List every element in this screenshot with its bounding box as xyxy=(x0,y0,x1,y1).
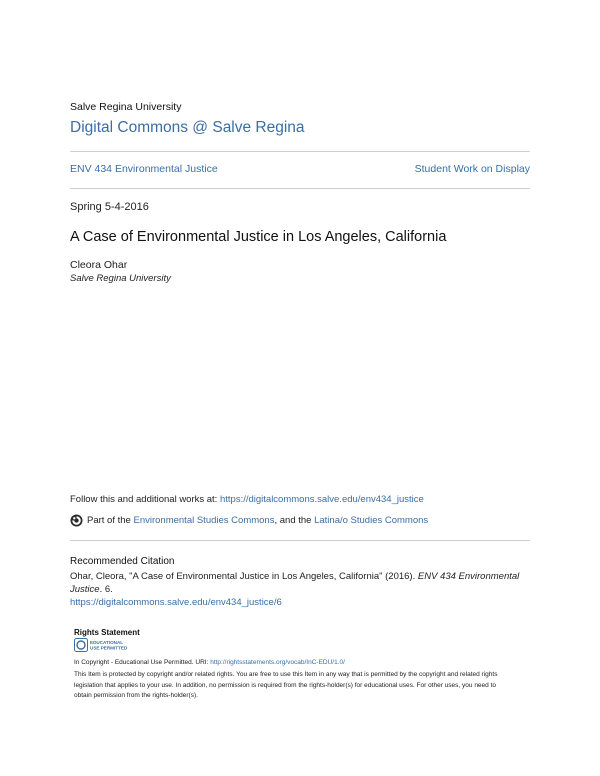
paper-title: A Case of Environmental Justice in Los Angeles, California xyxy=(70,229,447,245)
category-link[interactable]: Student Work on Display xyxy=(414,163,530,175)
citation-journal: ENV 434 Environmental Justice xyxy=(70,571,520,595)
follow-line xyxy=(70,494,424,505)
part-of-prefix: Part of the xyxy=(87,515,131,526)
divider xyxy=(70,540,530,541)
rights-uri-prefix: In Copyright - Educational Use Permitted. URI: xyxy=(74,659,211,666)
rights-paragraph: This Item is protected by copyright and/or related rights. You are free to use this Item in any way that is permitted by the copyright and related rights legislation that applies to your use. In addition, no permission is required from the rights-holder(s) for educational uses. For other uses, you need to obtain permission from the rights-holder(s). xyxy=(74,671,498,699)
citation-body: Ohar, Cleora, "A Case of Environmental Justice in Los Angeles, California" (2016). xyxy=(70,571,418,582)
author-name: Cleora Ohar xyxy=(70,259,128,271)
rights-uri-link[interactable]: http://rightsstatements.org/vocab/InC-EDU/1.0/ xyxy=(210,659,345,666)
author-affiliation: Salve Regina University xyxy=(70,273,171,284)
part-of-middle: , and the xyxy=(274,515,312,526)
rights-heading: Rights Statement xyxy=(74,628,140,637)
part-of-line xyxy=(70,514,428,527)
divider xyxy=(70,188,530,189)
badge-line1: EDUCATIONAL xyxy=(90,640,124,645)
environmental-studies-commons-link[interactable]: Environmental Studies Commons xyxy=(133,515,275,526)
series-link[interactable]: ENV 434 Environmental Justice xyxy=(70,163,218,175)
badge-line2: USE PERMITTED xyxy=(90,645,128,651)
citation-suffix: . 6. xyxy=(99,584,113,595)
rights-statement-badge-icon[interactable] xyxy=(74,638,128,652)
network-commons-icon xyxy=(70,514,83,527)
rights-uri-line xyxy=(74,659,345,666)
citation-text xyxy=(70,570,532,596)
citation-url-link[interactable]: https://digitalcommons.salve.edu/env434_justice/6 xyxy=(70,597,282,608)
repository-link[interactable]: Digital Commons @ Salve Regina xyxy=(70,119,305,136)
follow-prefix: Follow this and additional works at: xyxy=(70,494,220,505)
divider xyxy=(70,151,530,152)
citation-heading: Recommended Citation xyxy=(70,556,175,567)
institution-name: Salve Regina University xyxy=(70,101,182,113)
follow-url-link[interactable]: https://digitalcommons.salve.edu/env434_justice xyxy=(219,494,424,505)
publication-date: Spring 5-4-2016 xyxy=(70,201,149,213)
latina-studies-commons-link[interactable]: Latina/o Studies Commons xyxy=(314,515,429,526)
